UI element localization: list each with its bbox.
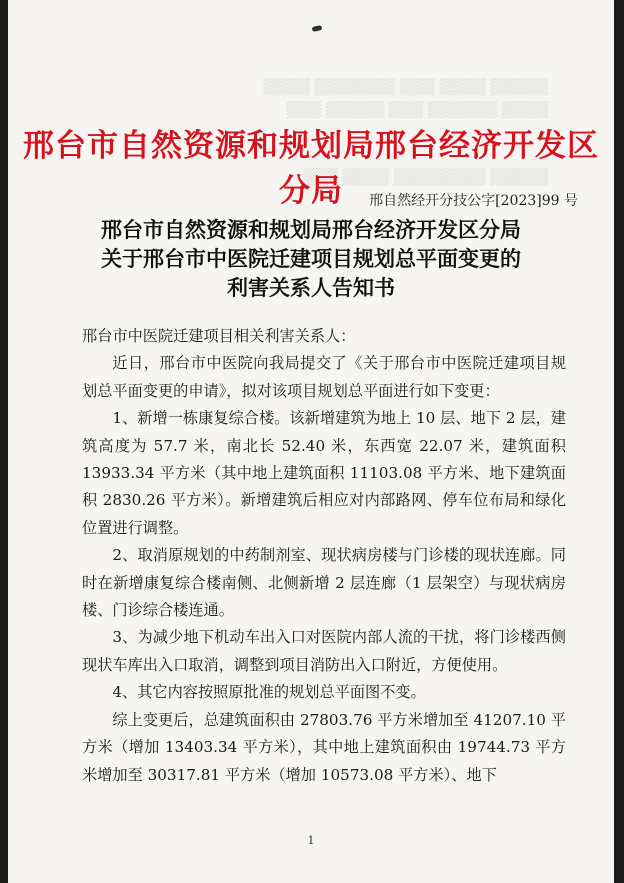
paragraph-item-3: 3、为减少地下机动车出入口对医院内部人流的干扰，将门诊楼西侧现状车库出入口取消，调整到项目消防出入口附近，方便使用。 (82, 628, 566, 674)
scan-left-edge (0, 0, 8, 883)
show-through-text: ▒▒▒▒ ▒▒▒▒▒▒ ▒▒▒ ▒▒▒▒▒ ▒▒▒ (286, 101, 548, 119)
show-through-text: ▒▒▒▒▒ ▒▒▒▒ ▒▒▒ ▒▒▒▒▒▒▒ ▒▒▒▒ (263, 78, 548, 96)
paragraph-item-1: 1、新增一栋康复综合楼。该新增建筑为地上 10 层、地下 2 层，建筑高度为 57.7 米，南北长 52.40 米，东西宽 22.07 米，建筑面积 13933.34 平方米（其中地上建筑面积 11103.08 平方米、地下建筑面积 2830.26 平方米）。新增建筑后相应对内部路网、停车位布局和绿化位置进行调整。 (82, 409, 566, 537)
letter-body (82, 323, 566, 789)
salutation: 邢台市中医院迁建项目相关利害关系人： (82, 327, 356, 345)
document-page (8, 0, 614, 883)
title-line-2: 关于邢台市中医院迁建项目规划总平面变更的 (101, 247, 521, 271)
title-line-1: 邢台市自然资源和规划局邢台经济开发区分局 (101, 218, 521, 242)
paragraph-intro: 近日，邢台市中医院向我局提交了《关于邢台市中医院迁建项目规划总平面变更的申请》，拟对该项目规划总平面进行如下变更： (82, 354, 566, 400)
paragraph-summary: 综上变更后，总建筑面积由 27803.76 平方米增加至 41207.10 平方米（增加 13403.34 平方米），其中地上建筑面积由 19744.73 平方米增加至 30317.81 平方米（增加 10573.08 平方米）、地下 (82, 710, 566, 784)
page-number: 1 (307, 834, 315, 847)
scan-right-edge (614, 0, 624, 883)
show-through-text: ▒▒▒▒▒ ▒▒▒▒▒▒▒▒ ▒▒▒▒ ▒▒▒ (302, 168, 548, 186)
document-number: 邢自然经开分技公字[2023]99 号 (369, 193, 578, 209)
scan-mark (312, 25, 323, 32)
letterhead: 邢台市自然资源和规划局邢台经济开发区分局 (23, 128, 599, 209)
title-line-3: 利害关系人告知书 (227, 276, 395, 300)
paragraph-item-2: 2、取消原规划的中药制剂室、现状病房楼与门诊楼的现状连廊。同时在新增康复综合楼南侧、北侧新增 2 层连廊（1 层架空）与现状病房楼、门诊综合楼连通。 (82, 546, 566, 620)
paragraph-item-4: 4、其它内容按照原批准的规划总平面图不变。 (112, 683, 426, 702)
